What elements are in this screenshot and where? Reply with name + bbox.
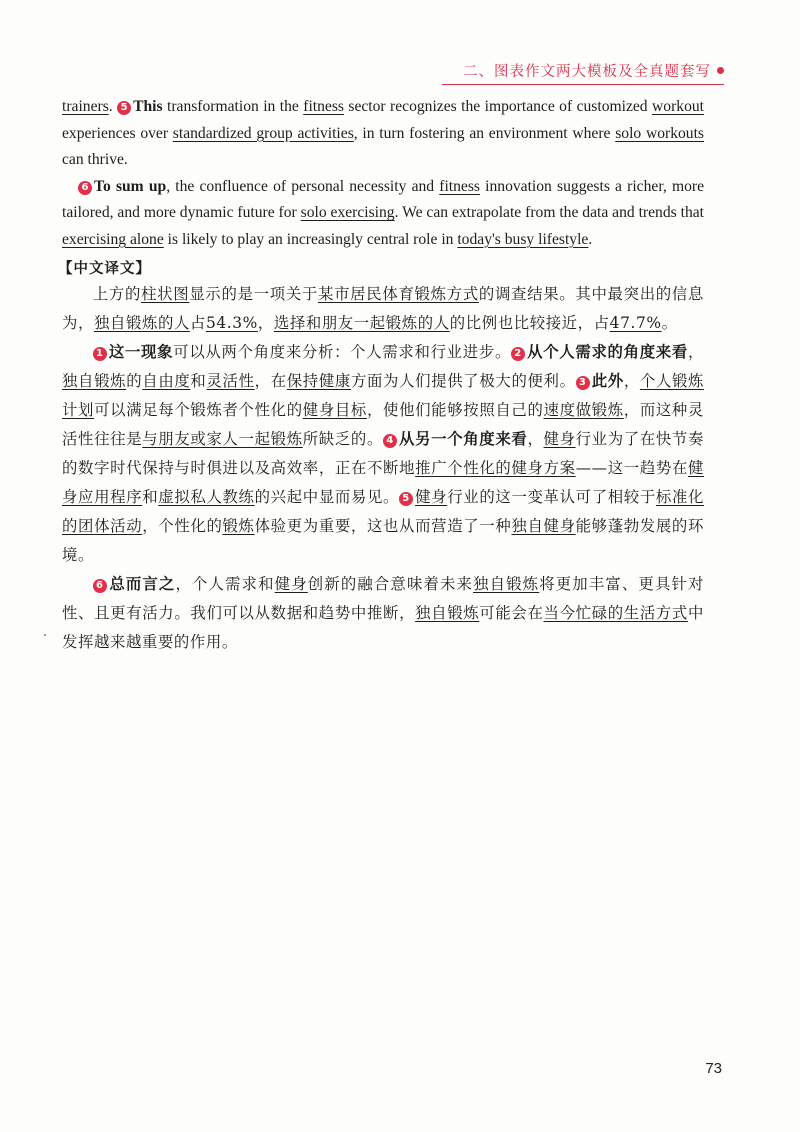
- header-dot-icon: [717, 67, 724, 74]
- sentence-number-6-zh: 6: [93, 579, 107, 593]
- chinese-paragraph-1: 上方的柱状图显示的是一项关于某市居民体育锻炼方式的调查结果。其中最突出的信息为，独自锻炼的人占54.3%，选择和朋友一起锻炼的人的比例也比较接近，占47.7%。: [62, 285, 704, 332]
- sentence-number-6: 6: [78, 181, 92, 195]
- margin-mark: [44, 634, 46, 636]
- sentence-number-4: 4: [383, 434, 397, 448]
- chinese-paragraph-3: 6 总而言之，个人需求和健身创新的融合意味着未来独自锻炼将更加丰富、更具针对性、且更有活力。我们可以从数据和趋势中推断，独自锻炼可能会在当今忙碌的生活方式中发挥越来越重要的作用。: [62, 575, 704, 651]
- sentence-number-5: 5: [117, 101, 131, 115]
- header-title: 二、图表作文两大模板及全真题套写: [463, 64, 711, 80]
- header-rule: [442, 84, 724, 85]
- sentence-number-2: 2: [511, 347, 525, 361]
- english-paragraph-1: trainers. 5 This transformation in the fitness sector recognizes the importance of customized workout experiences over standardized group activities, in turn fostering an environment where solo workouts can thrive.: [62, 98, 705, 168]
- sentence-number-5-zh: 5: [399, 492, 413, 506]
- running-header: [463, 60, 724, 81]
- translation-title: 【中文译文】: [58, 261, 151, 277]
- sentence-number-1: 1: [93, 347, 107, 361]
- chinese-paragraph-2: 1 这一现象可以从两个角度来分析：个人需求和行业进步。 2 从个人需求的角度来看，独自锻炼的自由度和灵活性，在保持健康方面为人们提供了极大的便利。 3 此外，个人锻炼计划可以满足每个锻炼者个性化的健身目标，使他们能够按照自己的速度做锻炼，而这种灵活性往往是与朋友或家人一起锻炼所缺乏的。 4 从另一个角度来看，健身行业为了在快节奏的数字时代保持与时俱进以及高效率，正在不断地推广个性化的健身方案——这一趋势在健身应用程序和虚拟私人教练的兴起中显而易见。 5 健身行业的这一变革认可了相较于标准化的团体活动，个性化的锻炼体验更为重要，这也从而营造了一种独自健身能够蓬勃发展的环境。: [62, 343, 705, 564]
- page-number: 73: [705, 1060, 722, 1077]
- page-content: [58, 94, 705, 657]
- english-paragraph-2: 6 To sum up, the confluence of personal necessity and fitness innovation suggests a richer, more tailored, and more dynamic future for solo exercising. We can extrapolate from the data and trends that exercising alone is likely to play an increasingly central role in today's busy lifestyle.: [62, 177, 704, 248]
- sentence-number-3: 3: [576, 376, 590, 390]
